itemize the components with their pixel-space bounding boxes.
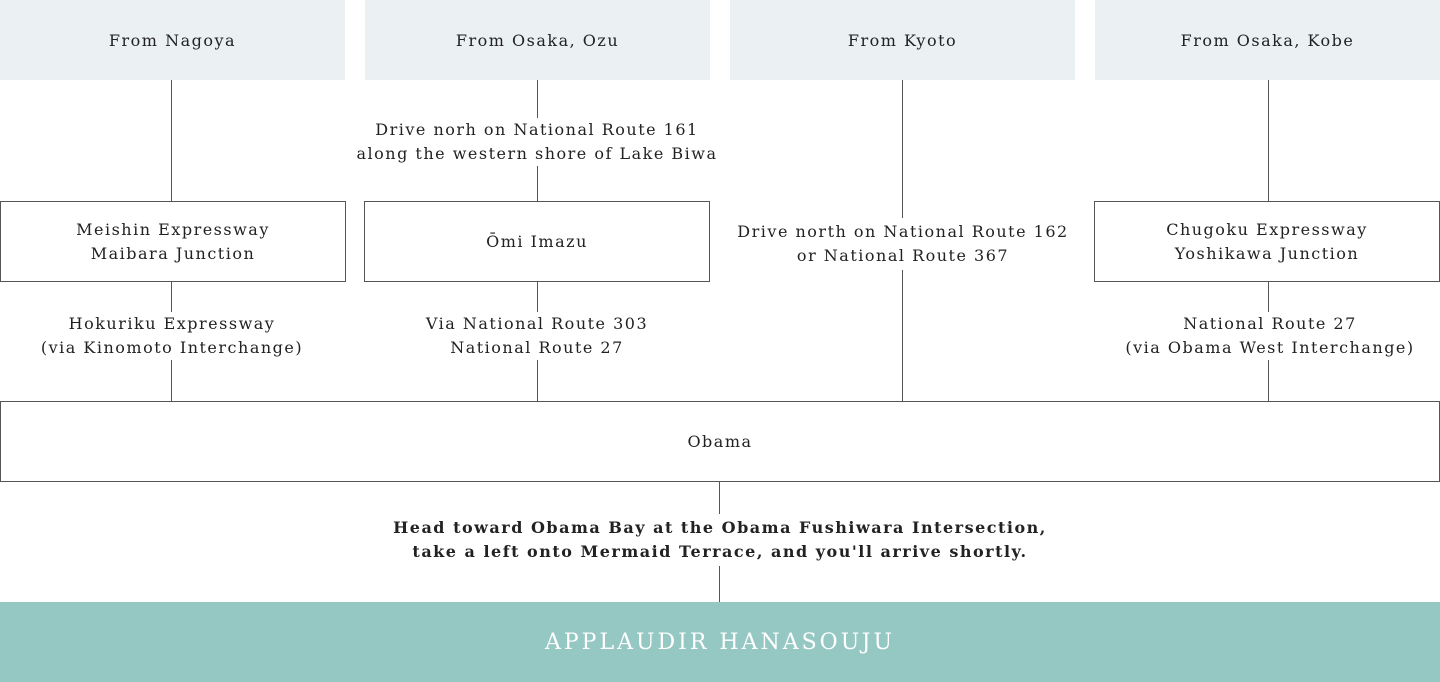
nagoya-route-line-1: Hokuriku Expressway <box>68 314 276 333</box>
junction-yoshikawa-line-2: Yoshikawa Junction <box>1174 243 1360 263</box>
origin-kyoto <box>730 0 1075 80</box>
origin-osaka-ozu <box>365 0 710 80</box>
junction-yoshikawa <box>1094 201 1440 282</box>
hub-obama <box>0 401 1440 482</box>
junction-yoshikawa-line-1: Chugoku Expressway <box>1166 219 1368 239</box>
kyoto-drive-line-1: Drive north on National Route 162 <box>737 222 1069 241</box>
connector-nagoya-top <box>171 80 172 202</box>
hub-obama-label: Obama <box>687 431 753 451</box>
destination-banner <box>0 602 1440 682</box>
ozu-drive-line-1: Drive norh on National Route 161 <box>375 120 699 139</box>
kobe-route-line-1: National Route 27 <box>1183 314 1357 333</box>
nagoya-route-line-2: (via Kinomoto Interchange) <box>40 338 304 357</box>
origin-nagoya <box>0 0 345 80</box>
origin-kyoto-label: From Kyoto <box>847 30 958 50</box>
ozu-route-line-2: National Route 27 <box>450 338 624 357</box>
connector-kobe-top <box>1268 80 1269 202</box>
ozu-route-text <box>420 312 654 360</box>
junction-omi-imazu <box>364 201 710 282</box>
kobe-route-text <box>1119 312 1420 360</box>
origin-osaka-ozu-label: From Osaka, Ozu <box>455 30 620 50</box>
ozu-route-line-1: Via National Route 303 <box>425 314 649 333</box>
junction-maibara <box>0 201 346 282</box>
ozu-drive-line-2: along the western shore of Lake Biwa <box>356 144 718 163</box>
origin-osaka-kobe <box>1095 0 1440 80</box>
final-instruction-text <box>385 514 1055 566</box>
final-instruction-line-1: Head toward Obama Bay at the Obama Fushiwara Intersection, <box>393 518 1047 537</box>
kobe-route-line-2: (via Obama West Interchange) <box>1125 338 1415 357</box>
origin-osaka-kobe-label: From Osaka, Kobe <box>1180 30 1355 50</box>
origin-nagoya-label: From Nagoya <box>108 30 237 50</box>
destination-label: APPLAUDIR HANASOUJU <box>544 629 896 655</box>
kyoto-drive-text <box>731 218 1074 270</box>
junction-omi-imazu-label: Ōmi Imazu <box>486 231 588 251</box>
final-instruction-line-2: take a left onto Mermaid Terrace, and you'll arrive shortly. <box>412 542 1028 561</box>
junction-maibara-line-2: Maibara Junction <box>90 243 256 263</box>
kyoto-drive-line-2: or National Route 367 <box>796 246 1010 265</box>
junction-maibara-line-1: Meishin Expressway <box>76 219 270 239</box>
nagoya-route-text <box>35 312 309 360</box>
ozu-drive-text <box>350 118 723 166</box>
